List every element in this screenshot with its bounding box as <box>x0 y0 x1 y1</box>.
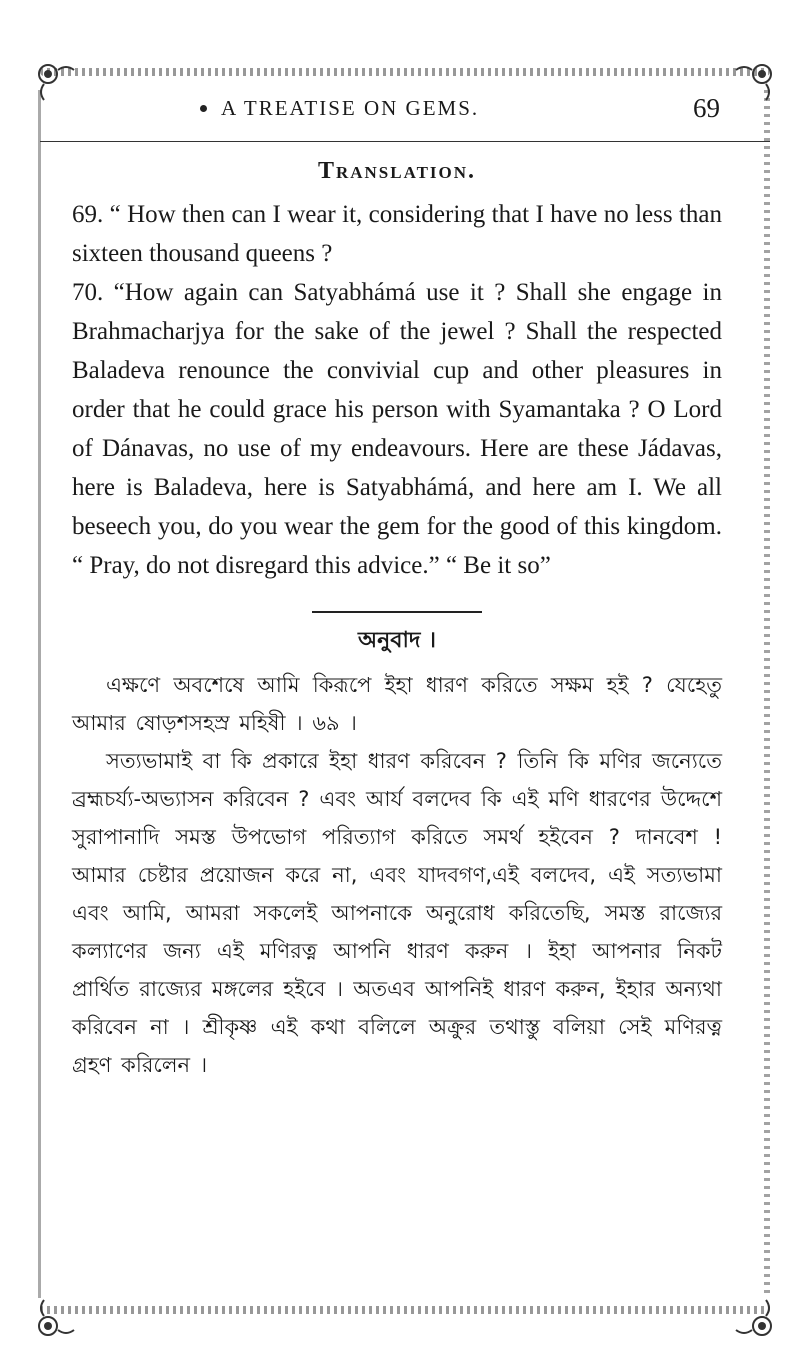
bullet-icon <box>200 105 207 112</box>
ornamental-border-right <box>764 90 770 1298</box>
corner-ornament-icon <box>34 60 84 110</box>
page-content <box>72 158 722 1084</box>
ornamental-border-bottom <box>40 1306 770 1314</box>
ornamental-border-top <box>40 68 770 76</box>
header-rule <box>40 141 770 142</box>
bengali-heading: অনুবাদ । <box>358 628 436 653</box>
bengali-verse-70: সত্যভামাই বা কি প্রকারে ইহা ধারণ করিবেন ? তিনি কি মণির জন্যেতে ব্রহ্মচর্য্য-অভ্যাসন করিবেন ? এবং আর্য বলদেব কি এই মণি ধারণের উদ্দেশে সুরাপানাদি সমস্ত উপভোগ পরিত্যাগ করিতে সমর্থ হইবেন ? দানবেশ ! আমার চেষ্টার প্রয়োজন করে না, এবং যাদবগণ,এই বলদেব, এই সত্যভামা এবং আমি, আমরা সকলেই আপনাকে অনুরোধ করিতেছি, সমস্ত রাজ্যের কল্যাণের জন্য এই মণিরত্ন আপনি ধারণ করুন । ইহা আপনার নিকট প্রার্থিত রাজ্যের মঙ্গলের হইবে । অতএব আপনিই ধারণ করুন, ইহার অন্যথা করিবেন না । শ্রীকৃষ্ণ এই কথা বলিলে অক্রুর তথাস্তু বলিয়া সেই মণিরত্ন গ্রহণ করিলেন । <box>72 749 722 1077</box>
corner-ornament-icon <box>726 60 776 110</box>
corner-ornament-icon <box>726 1290 776 1340</box>
ornamental-border-left <box>38 90 41 1298</box>
translation-heading: Translation. <box>317 158 477 184</box>
section-divider <box>312 611 482 613</box>
running-header <box>90 88 730 128</box>
verse-70-translation: 70. “How again can Satyabhámá use it ? Shall she engage in Brahmacharjya for the sake of the jewel ? Shall the respected Baladeva renounce the convivial cup and other pleasures in order that he could grace his person with Syamantaka ? O Lord of Dánavas, no use of my endeavours. Here are these Jádavas, here is Baladeva, here is Satyabhámá, and here am I. We all beseech you, do you wear the gem for the good of this kingdom. “ Pray, do not disregard this advice.” “ Be it so” <box>72 279 722 579</box>
bengali-verse-69: এক্ষণে অবশেষে আমি কিরূপে ইহা ধারণ করিতে সক্ষম হই ? যেহেতু আমার ষোড়শসহস্র মহিষী । ৬৯ । <box>72 673 722 735</box>
running-title: A TREATISE ON GEMS. <box>221 95 480 120</box>
corner-ornament-icon <box>34 1290 84 1340</box>
verse-69-translation: 69. “ How then can I wear it, considering that I have no less than sixteen thousand queens ? <box>72 201 722 267</box>
page-number: 69 <box>693 92 720 123</box>
